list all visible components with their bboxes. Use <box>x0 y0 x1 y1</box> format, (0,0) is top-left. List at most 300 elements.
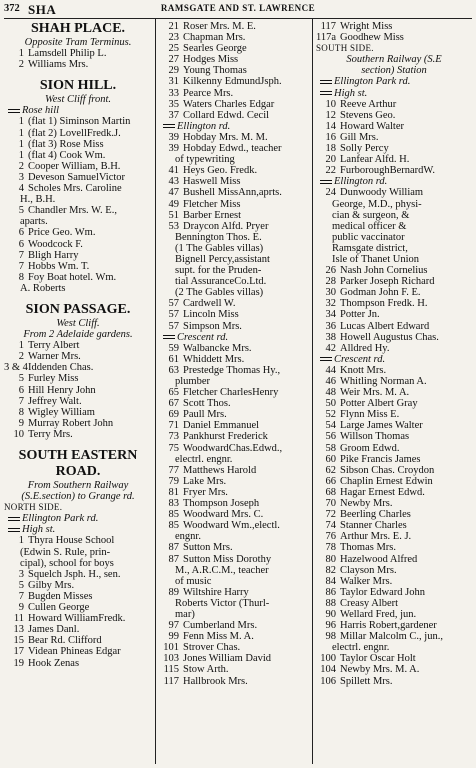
resident-name: (flat 3) Rose Miss <box>28 138 104 150</box>
directory-entry <box>159 65 309 76</box>
house-number: 61 <box>168 353 179 365</box>
resident-name: Waters Charles Edgar <box>183 98 275 110</box>
cross-street <box>159 332 309 343</box>
resident-name: Wellard Fred, jun. <box>340 608 417 620</box>
cross-street-name: Ellington rd. <box>334 176 388 188</box>
resident-name: Sutton Miss Dorothy <box>183 553 272 565</box>
house-number: 56 <box>325 431 336 443</box>
house-number: 88 <box>325 597 336 609</box>
entry-continuation: of music <box>175 575 212 587</box>
resident-name: Cumberland Mrs. <box>183 620 258 632</box>
resident-name: Strover Chas. <box>183 642 241 654</box>
house-number: 84 <box>325 575 336 587</box>
column-2 <box>159 21 309 687</box>
column-divider <box>312 18 313 764</box>
resident-name: Murray Robert John <box>28 417 114 429</box>
resident-name: Fryer Mrs. <box>183 486 228 498</box>
section-label: SHA <box>28 2 57 17</box>
resident-name: Stow Arth. <box>183 664 229 676</box>
resident-name: Lucas Albert Edward <box>340 320 430 332</box>
resident-name: Videan Phineas Edgar <box>28 646 121 658</box>
entry-continuation: Roberts Victor (Thurl- <box>175 597 270 609</box>
directory-entry <box>159 520 309 531</box>
directory-entry <box>316 332 472 343</box>
resident-name: Weir Mrs. M. A. <box>340 387 410 399</box>
house-number: 117 <box>163 675 179 687</box>
directory-entry <box>4 362 152 373</box>
resident-name: (flat 1) Siminson Martin <box>28 116 131 128</box>
resident-name: Woodcock F. <box>28 238 83 250</box>
cross-street <box>316 88 472 99</box>
spacer <box>4 294 152 302</box>
house-number: 4 <box>18 183 24 195</box>
directory-entry <box>4 351 152 362</box>
directory-entry <box>159 143 309 154</box>
house-number: 6 <box>18 227 24 239</box>
house-number: 87 <box>168 553 179 565</box>
resident-name: Scholes Mrs. Caroline <box>28 183 122 195</box>
house-number: 81 <box>168 486 179 498</box>
entry-continuation: electrl. engnr. <box>175 453 233 465</box>
house-number: 22 <box>325 165 336 177</box>
resident-name: Hobbs Wm. T. <box>28 260 90 272</box>
resident-name: Young Thomas <box>183 65 247 77</box>
directory-entry <box>159 465 309 476</box>
resident-name: Pearce Mrs. <box>183 87 234 99</box>
house-number: 1 <box>18 535 24 547</box>
house-number: 33 <box>168 87 179 99</box>
house-number: 49 <box>168 198 179 210</box>
directory-entry <box>159 321 309 332</box>
house-number: 2 <box>18 160 24 172</box>
cross-street-marker <box>8 528 20 532</box>
resident-name: Sutton Mrs. <box>183 542 233 554</box>
resident-name: Cooper William, B.H. <box>28 160 121 172</box>
house-number: 37 <box>168 109 179 121</box>
side-label: NORTH SIDE. <box>4 502 63 513</box>
house-number: 10 <box>325 98 336 110</box>
directory-entry <box>316 542 472 553</box>
directory-entry <box>316 309 472 320</box>
cross-street-marker <box>320 91 332 95</box>
resident-name: Lincoln Miss <box>183 309 239 321</box>
entry-continuation: engnr. <box>175 531 201 543</box>
house-number: 1 <box>18 127 24 139</box>
directory-entry <box>4 183 152 194</box>
directory-entry <box>316 487 472 498</box>
entry-continuation: Isle of Thanet Union <box>332 253 419 265</box>
directory-entry <box>159 298 309 309</box>
resident-name: Arthur Mrs. E. J. <box>340 531 412 543</box>
house-number: 1 <box>18 116 24 128</box>
resident-name: Wigley William <box>28 406 95 418</box>
house-number: 71 <box>168 420 179 432</box>
entry-continuation: (2 The Gables villas) <box>175 287 264 299</box>
column-divider <box>155 18 156 764</box>
resident-name: FurboroughBernardW. <box>340 165 435 177</box>
page-number: 372 <box>4 3 20 14</box>
resident-name: Knott Mrs. <box>340 364 387 376</box>
directory-entry <box>159 187 309 198</box>
cross-street <box>4 105 152 116</box>
house-number: 101 <box>163 642 179 654</box>
house-number: 65 <box>168 387 179 399</box>
house-number: 69 <box>168 409 179 421</box>
resident-name: Matthews Harold <box>183 464 257 476</box>
entry-continuation: Bignell Percy,assistant <box>175 253 270 265</box>
resident-name: Dunwoody William <box>340 187 424 199</box>
house-number: 21 <box>168 21 179 32</box>
cross-street <box>316 176 472 187</box>
resident-name: Chandler Mrs. W. E., <box>28 205 117 217</box>
resident-name: Hallbrook Mrs. <box>183 675 248 687</box>
house-number: 89 <box>168 586 179 598</box>
street-location: West Cliff. <box>56 317 100 329</box>
house-number: 3 <box>18 171 24 183</box>
directory-entry <box>4 569 152 580</box>
street-heading: SION PASSAGE. <box>25 301 131 317</box>
resident-name: Foy Boat hotel. Wm. <box>28 271 117 283</box>
directory-entry <box>316 676 472 687</box>
house-number: 11 <box>13 613 24 625</box>
house-number: 15 <box>13 635 24 647</box>
house-number: 53 <box>168 220 179 232</box>
house-number: 97 <box>168 620 179 632</box>
house-number: 54 <box>325 420 336 432</box>
directory-entry <box>316 365 472 376</box>
directory-entry <box>316 664 472 675</box>
resident-name: Kilkenny EdmundJsph. <box>183 76 282 88</box>
resident-name: Heys Geo. Fredk. <box>183 165 258 177</box>
directory-entry <box>159 354 309 365</box>
house-number: 42 <box>325 342 336 354</box>
house-number: 3 & 4 <box>4 362 28 374</box>
resident-name: Chaplin Ernest Edwin <box>340 475 433 487</box>
resident-name: Thompson Joseph <box>183 498 260 510</box>
directory-entry <box>4 407 152 418</box>
directory-entry <box>4 602 152 613</box>
resident-name: Groom Edwd. <box>340 442 400 454</box>
directory-entry <box>159 32 309 43</box>
house-number: 78 <box>325 542 336 554</box>
house-number: 96 <box>325 620 336 632</box>
resident-name: Newby Mrs. <box>340 498 393 510</box>
entry-continuation: Bennington Thos. E. <box>175 231 262 243</box>
resident-name: Thyra House School <box>28 535 115 547</box>
entry-continuation: supt. for the Pruden- <box>175 265 262 277</box>
house-number: 63 <box>168 364 179 376</box>
directory-entry <box>316 409 472 420</box>
entry-continuation: tial AssuranceCo.Ltd. <box>175 276 267 288</box>
directory-entry <box>316 476 472 487</box>
directory-entry <box>4 646 152 657</box>
house-number: 26 <box>325 265 336 277</box>
cross-street-marker <box>8 109 20 113</box>
house-number: 68 <box>325 486 336 498</box>
directory-entry <box>159 676 309 687</box>
house-number: 75 <box>168 442 179 454</box>
directory-entry <box>159 398 309 409</box>
directory-entry <box>316 609 472 620</box>
directory-entry <box>316 653 472 664</box>
directory-entry <box>316 298 472 309</box>
street-location: From Southern Railway <box>27 480 129 491</box>
resident-name: Sibson Chas. Croydon <box>340 464 435 476</box>
resident-name: Warner Mrs. <box>28 351 81 363</box>
resident-name: Jeffrey Walt. <box>28 395 82 407</box>
resident-name: Hobday Edwd., teacher <box>183 143 282 155</box>
house-number: 7 <box>18 260 24 272</box>
resident-name: Prestedge Thomas Hy., <box>183 364 281 376</box>
directory-entry <box>159 642 309 653</box>
directory-entry <box>4 429 152 440</box>
resident-name: Williams Mrs. <box>28 59 89 71</box>
street-heading: SION HILL. <box>39 78 117 94</box>
house-number: 117 <box>320 21 336 32</box>
directory-entry <box>316 187 472 198</box>
cross-street-marker <box>320 180 332 184</box>
directory-entry <box>316 376 472 387</box>
resident-name: Potter Albert Gray <box>340 398 418 410</box>
entry-continuation: plumber <box>175 376 210 387</box>
directory-entry <box>159 132 309 143</box>
house-number: 23 <box>168 32 179 44</box>
house-number: 47 <box>168 187 179 199</box>
entry-continuation: A. Roberts <box>20 282 66 294</box>
house-number: 6 <box>18 384 24 396</box>
house-number: 117a <box>316 32 337 44</box>
cross-street <box>316 354 472 365</box>
resident-name: Hill Henry John <box>28 384 96 396</box>
directory-entry <box>159 43 309 54</box>
resident-name: Parker Joseph Richard <box>340 276 435 288</box>
cross-street <box>159 121 309 132</box>
resident-name: Pike Francis James <box>340 453 421 465</box>
house-number: 7 <box>18 590 24 602</box>
directory-entry <box>316 110 472 121</box>
street-location: From 2 Adelaide gardens. <box>23 329 133 341</box>
directory-entry <box>316 631 472 642</box>
resident-name: Creasy Albert <box>340 597 399 609</box>
street-location: Southern Railway (S.E <box>346 54 442 66</box>
directory-entry <box>316 420 472 431</box>
entry-continuation: cian & surgeon, & <box>332 209 410 221</box>
resident-name: Whitling Norman A. <box>340 376 427 387</box>
resident-name: Bligh Harry <box>28 249 79 261</box>
directory-entry <box>4 535 152 546</box>
directory-entry <box>4 250 152 261</box>
house-number: 16 <box>325 131 336 143</box>
directory-entry <box>4 340 152 351</box>
resident-name: Gilby Mrs. <box>28 579 75 591</box>
cross-street <box>316 76 472 87</box>
house-number: 38 <box>325 331 336 343</box>
house-number: 1 <box>18 149 24 161</box>
cross-street-marker <box>320 357 332 361</box>
directory-entry <box>316 387 472 398</box>
entry-continuation: cipal), school for boys <box>20 557 114 569</box>
house-number: 104 <box>320 664 336 676</box>
house-number: 14 <box>325 120 336 132</box>
resident-name: Iddenden Chas. <box>28 362 94 374</box>
street-location: section) Station <box>361 65 427 77</box>
house-number: 24 <box>325 187 336 199</box>
resident-name: Howard WilliamFredk. <box>28 613 126 625</box>
resident-name: Daniel Emmanuel <box>183 420 260 432</box>
resident-name: Wright Miss <box>340 21 393 32</box>
house-number: 83 <box>168 498 179 510</box>
directory-entry <box>316 32 472 43</box>
house-number: 7 <box>18 395 24 407</box>
directory-entry <box>4 172 152 183</box>
cross-street-name: Ellington rd. <box>177 120 231 132</box>
house-number: 25 <box>168 43 179 55</box>
cross-street <box>4 513 152 524</box>
directory-entry <box>316 598 472 609</box>
directory-entry <box>316 498 472 509</box>
cross-street-name: Ellington Park rd. <box>334 76 411 88</box>
entry-continuation: (Edwin S. Rule, prin- <box>20 546 111 558</box>
directory-entry <box>4 613 152 624</box>
directory-entry <box>316 121 472 132</box>
directory-entry <box>316 21 472 32</box>
resident-name: Beerling Charles <box>340 509 411 521</box>
directory-entry <box>316 509 472 520</box>
directory-entry <box>159 487 309 498</box>
directory-entry <box>316 431 472 442</box>
directory-entry <box>316 565 472 576</box>
house-number: 9 <box>18 602 24 614</box>
house-number: 70 <box>325 498 336 510</box>
resident-name: Howell Augustus Chas. <box>340 331 439 343</box>
resident-name: Woodward Mrs. C. <box>183 509 264 521</box>
resident-name: Cardwell W. <box>183 298 236 310</box>
resident-name: Bear Rd. Clifford <box>28 635 102 647</box>
directory-entry <box>159 498 309 509</box>
directory-entry <box>159 110 309 121</box>
cross-street-name: High st. <box>22 524 56 536</box>
resident-name: Terry Albert <box>28 340 80 352</box>
entry-continuation: (1 The Gables villas) <box>175 242 264 254</box>
resident-name: Gill Mrs. <box>340 131 379 143</box>
house-number: 5 <box>18 579 24 591</box>
page-header <box>4 2 472 18</box>
resident-name: Stevens Geo. <box>340 109 396 121</box>
resident-name: Haswell Miss <box>183 176 241 188</box>
house-number: 2 <box>18 59 24 71</box>
house-number: 74 <box>325 520 336 532</box>
directory-entry <box>159 476 309 487</box>
directory-entry <box>316 531 472 542</box>
directory-entry <box>316 620 472 631</box>
directory-entry <box>316 454 472 465</box>
street-location: West Cliff front. <box>44 94 112 106</box>
resident-name: (flat 2) LovellFredk.J. <box>28 127 121 139</box>
resident-name: Howard Walter <box>340 120 404 132</box>
entry-continuation: M., A.R.C.M., teacher <box>175 564 269 576</box>
house-number: 79 <box>168 475 179 487</box>
house-number: 39 <box>168 131 179 143</box>
resident-name: Lamsdell Philip L. <box>28 48 107 60</box>
resident-name: Woodward Wm.,electl. <box>183 520 280 532</box>
entry-continuation: mar) <box>175 608 195 620</box>
house-number: 32 <box>325 298 336 310</box>
resident-name: Fletcher CharlesHenry <box>183 387 279 399</box>
house-number: 29 <box>168 65 179 77</box>
directory-entry <box>316 465 472 476</box>
directory-entry <box>159 542 309 553</box>
resident-name: Taylor Oscar Holt <box>340 653 416 665</box>
resident-name: Walker Mrs. <box>340 575 393 587</box>
resident-name: Simpson Mrs. <box>183 320 242 332</box>
directory-entry <box>316 321 472 332</box>
directory-entry <box>159 165 309 176</box>
directory-entry <box>316 443 472 454</box>
house-number: 57 <box>168 320 179 332</box>
directory-entry <box>159 88 309 99</box>
house-number: 5 <box>18 205 24 217</box>
resident-name: Price Geo. Wm. <box>28 227 96 239</box>
street-heading: SOUTH EASTERN <box>18 448 138 463</box>
cross-street-name: High st. <box>334 87 368 99</box>
directory-entry <box>159 210 309 221</box>
cross-street-marker <box>163 335 175 339</box>
resident-name: Hobday Mrs. M. M. <box>183 131 268 143</box>
cross-street-name: Ellington Park rd. <box>22 513 99 525</box>
resident-name: Goodhew Miss <box>340 32 404 44</box>
house-number: 6 <box>18 238 24 250</box>
directory-entry <box>159 620 309 631</box>
house-number: 8 <box>18 406 24 418</box>
directory-entry <box>4 116 152 127</box>
resident-name: Thompson Fredk. H. <box>340 298 428 310</box>
directory-entry <box>4 239 152 250</box>
resident-name: Pankhurst Frederick <box>183 431 268 443</box>
house-number: 30 <box>325 287 336 299</box>
resident-name: Godman John F. E. <box>340 287 421 299</box>
resident-name: Alldred Hy. <box>340 342 390 354</box>
house-number: 98 <box>325 631 336 643</box>
house-number: 5 <box>18 373 24 385</box>
cross-street-marker <box>8 517 20 521</box>
directory-entry <box>316 343 472 354</box>
cross-street-name: Crescent rd. <box>177 331 229 343</box>
house-number: 100 <box>320 653 336 665</box>
directory-entry <box>316 576 472 587</box>
house-number: 13 <box>13 624 24 636</box>
house-number: 66 <box>325 475 336 487</box>
house-number: 35 <box>168 98 179 110</box>
directory-entry <box>4 59 152 70</box>
resident-name: Large James Walter <box>340 420 423 432</box>
house-number: 10 <box>13 428 24 440</box>
directory-entry <box>4 128 152 139</box>
house-number: 19 <box>13 657 24 669</box>
house-number: 90 <box>325 608 336 620</box>
directory-entry <box>4 580 152 591</box>
street-heading: ROAD. <box>55 464 101 479</box>
directory-entry <box>4 385 152 396</box>
entry-continuation: George, M.D., physi- <box>332 198 422 210</box>
cross-street-marker <box>163 124 175 128</box>
resident-name: Thomas Mrs. <box>340 542 396 554</box>
entry-continuation: H., B.H. <box>20 194 56 206</box>
resident-name: Solly Percy <box>340 143 389 155</box>
house-number: 1 <box>18 138 24 150</box>
house-number: 48 <box>325 387 336 399</box>
house-number: 76 <box>325 531 336 543</box>
directory-entry <box>159 420 309 431</box>
